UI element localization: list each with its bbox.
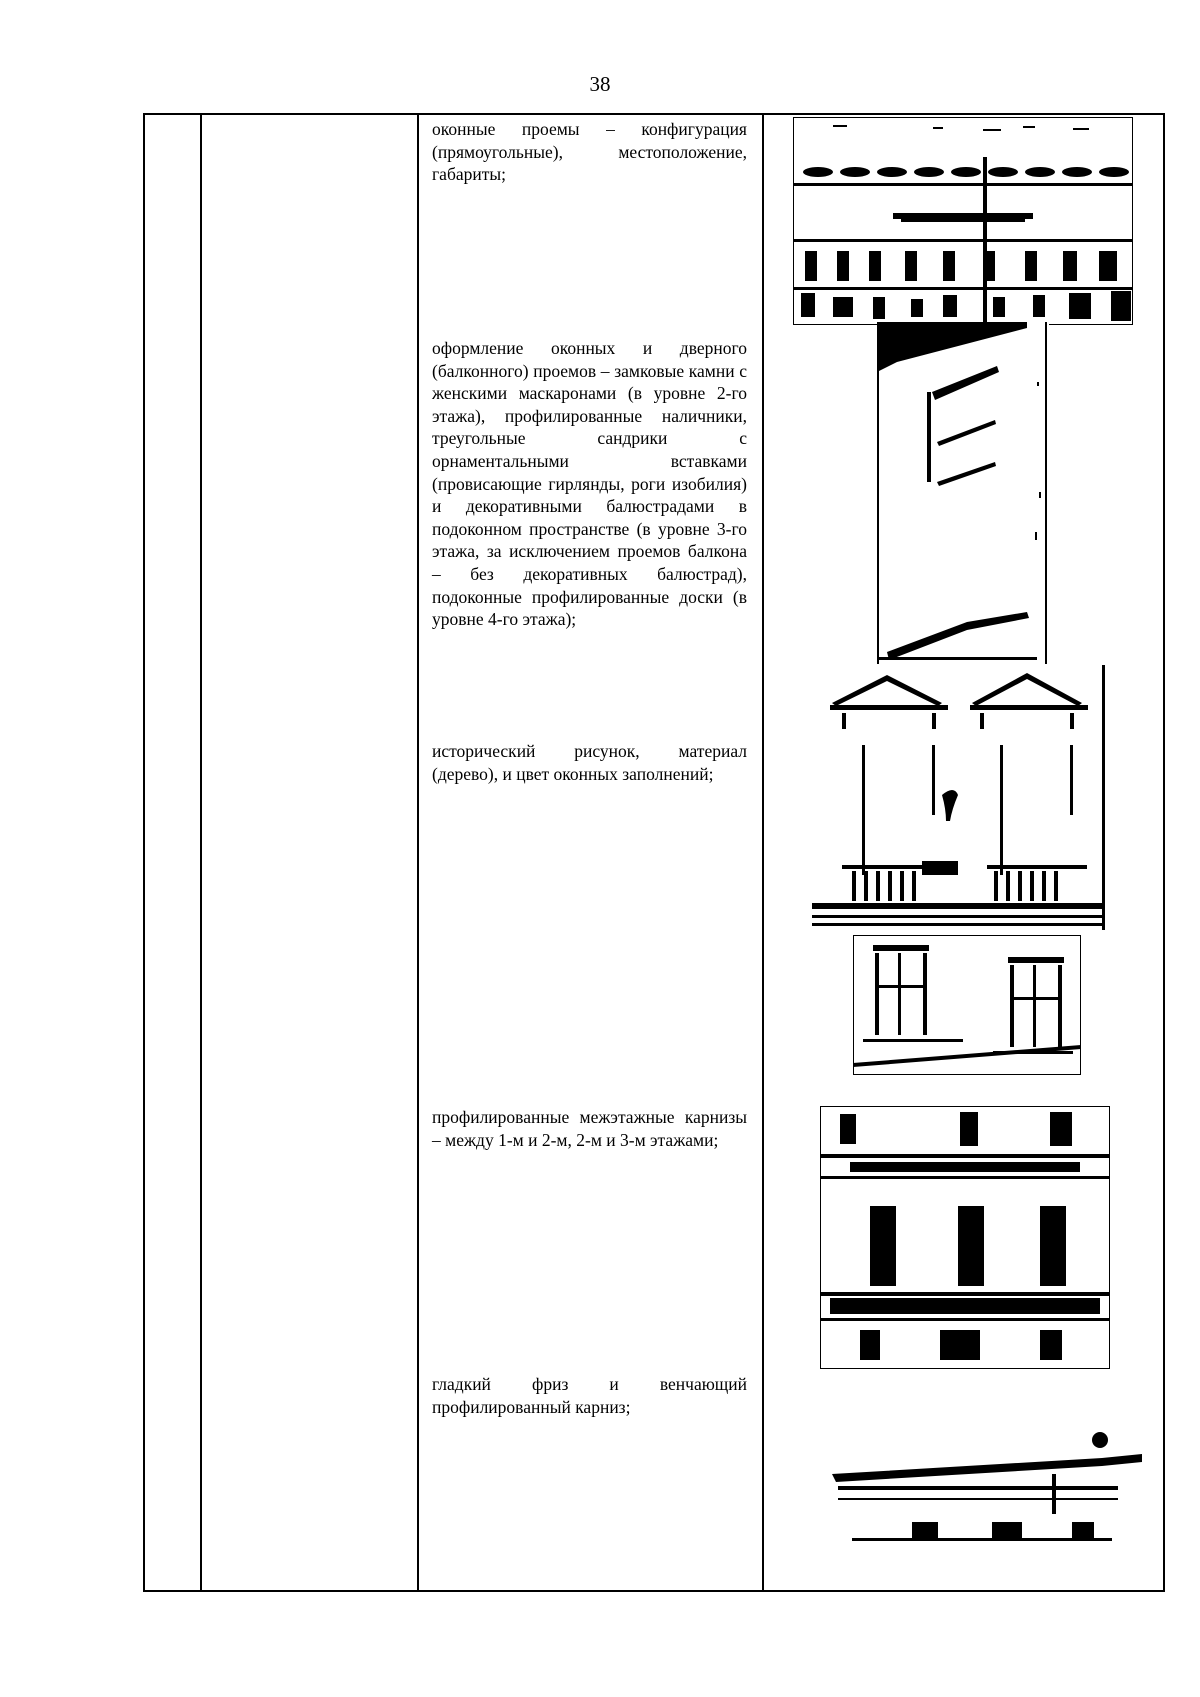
column-divider: [762, 115, 764, 1590]
window-surround-photo: [877, 322, 1049, 664]
window-fillings-photo: [853, 935, 1081, 1075]
crowning-cornice-photo: [832, 1424, 1142, 1544]
page-number: 38: [589, 72, 611, 96]
column-divider: [200, 115, 202, 1590]
feature-text-crowning-cornice: гладкий фриз и венчающий профилированный карниз;: [432, 1374, 747, 1417]
window-pediments-photo: [812, 665, 1112, 930]
feature-text-window-fillings: исторический рисунок, материал (дерево), и цвет оконных заполнений;: [432, 741, 747, 784]
feature-text-windows: оконные проемы – конфигурация (прямоугольные), местоположение, габариты;: [432, 119, 747, 185]
feature-text-interfloor-cornices: профилированные межэтажные карнизы – между 1-м и 2-м, 2-м и 3-м этажами;: [432, 1107, 747, 1150]
facade-windows-photo: [793, 117, 1133, 325]
column-divider: [417, 115, 419, 1590]
feature-text-window-decoration: оформление оконных и дверного (балконного) проемов – замковые камни с женскими маскаронами (в уровне 2-го этажа), профилированные наличники, треугольные сандрики с орнаментальными вставками (провисающие гирлянды, роги изобилия) и декоративными балюстрадами в подоконном пространстве (в уровне 3-го этажа, за исключением проемов балкона – без декоративных балюстрад), подоконные профилированные доски (в уровне 4-го этажа);: [432, 338, 747, 630]
interfloor-cornices-photo: [820, 1106, 1110, 1369]
